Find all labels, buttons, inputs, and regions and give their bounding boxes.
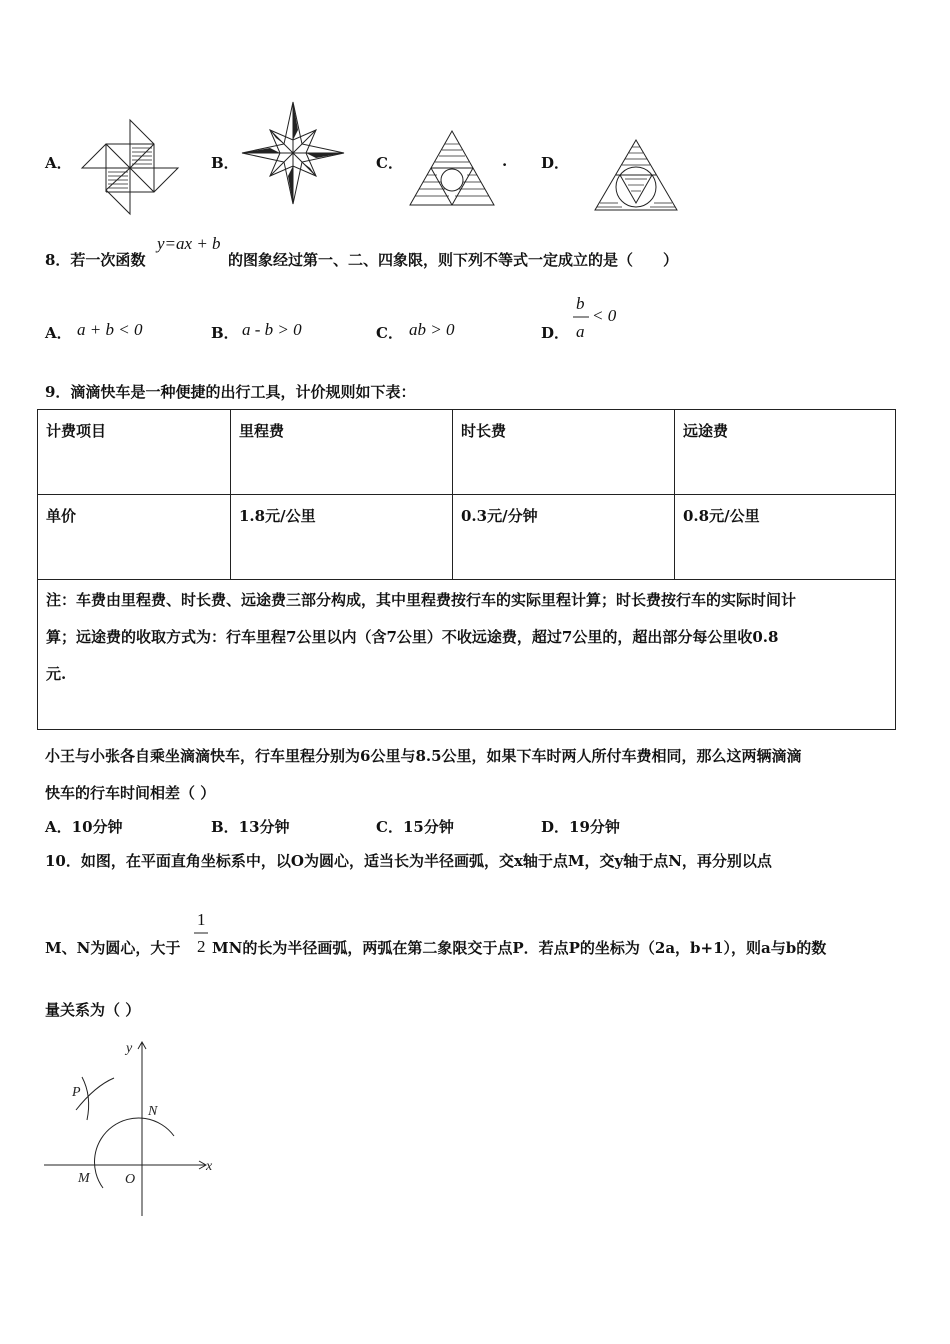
- q8-option-b-letter: B．: [211, 324, 239, 342]
- q10-line-2-suffix: MN的长为半径画弧，两弧在第二象限交于点P．若点P的坐标为（2a，b+1），则a与b的数: [212, 939, 827, 957]
- q8-option-c-math: ab > 0: [409, 320, 455, 339]
- note-line: 算；远途费的收取方式为：行车里程7公里以内（含7公里）不收远途费，超过7公里的，超出部分每公里收0.8: [46, 628, 779, 646]
- x-axis-label: x: [206, 1159, 213, 1174]
- q9-question-line-1: 小王与小张各自乘坐滴滴快车，行车里程分别为6公里与8.5公里，如果下车时两人所付车费相同，那么这两辆滴滴: [45, 747, 802, 765]
- table-cell: 1.8元/公里: [231, 495, 453, 580]
- q8-option-d-rest: < 0: [592, 306, 617, 325]
- q9-stem: 9．滴滴快车是一种便捷的出行工具，计价规则如下表：: [45, 383, 416, 401]
- q8-stem-prefix: 8．若一次函数: [45, 251, 146, 269]
- table-header-cell: 里程费: [231, 410, 453, 495]
- q8-option-c-letter: C．: [376, 324, 403, 342]
- table-header-row: [38, 410, 896, 495]
- q8-option-a-letter: A．: [45, 324, 72, 342]
- q7-figure-c-triangle: [407, 128, 497, 208]
- q8-option-d-numerator: b: [576, 294, 585, 313]
- table-header-cell: 远途费: [675, 410, 896, 495]
- q7-figure-d-triangle-circle: [592, 137, 680, 213]
- table-cell: 单价: [38, 495, 231, 580]
- note-line: 元.: [46, 665, 67, 683]
- q10-fraction-bar: [194, 932, 208, 934]
- q9-question-line-2: 快车的行车时间相差（ ）: [45, 784, 216, 802]
- q10-line-1: 10．如图，在平面直角坐标系中，以O为圆心，适当长为半径画弧，交x轴于点M，交y轴于点N，再分别以点: [45, 852, 772, 870]
- q10-line-2-prefix: M、N为圆心，大于: [45, 939, 181, 957]
- y-axis-label: y: [126, 1041, 133, 1056]
- arc-from-n: [76, 1078, 114, 1110]
- q7-option-c-letter: C．: [376, 154, 403, 172]
- point-m-label: M: [78, 1171, 90, 1186]
- table-cell: 0.8元/公里: [675, 495, 896, 580]
- table-note-row: [38, 580, 896, 730]
- q7-option-b-letter: B．: [211, 154, 239, 172]
- q7-option-d-letter: D．: [541, 154, 570, 172]
- q10-fraction-numerator: 1: [197, 910, 206, 929]
- point-p-label: P: [72, 1085, 81, 1100]
- point-n-label: N: [148, 1104, 158, 1119]
- q8-option-d-fraction-bar: [573, 316, 589, 318]
- q9-option-d: D．19分钟: [541, 818, 620, 836]
- q7-figure-a-pinwheel: [78, 118, 182, 218]
- q7-figure-b-star: [240, 100, 346, 206]
- origin-label: O: [125, 1172, 136, 1187]
- q10-coordinate-figure: [40, 1036, 220, 1221]
- table-note-cell: [38, 580, 896, 730]
- q10-line-3: 量关系为（ ）: [45, 1001, 141, 1019]
- q8-formula: y=ax + b: [157, 234, 221, 253]
- q7-option-a-letter: A．: [45, 154, 72, 172]
- note-line: 注：车费由里程费、时长费、远途费三部分构成，其中里程费按行车的实际里程计算；时长费按行车的实际时间计: [46, 591, 797, 609]
- table-cell: 0.3元/分钟: [453, 495, 675, 580]
- q9-option-a: A．10分钟: [45, 818, 123, 836]
- q7-option-c-trailing-dot: .: [502, 152, 508, 170]
- q9-option-c: C．15分钟: [376, 818, 454, 836]
- q8-stem-suffix: 的图象经过第一、二、四象限，则下列不等式一定成立的是（ ）: [228, 251, 679, 269]
- q9-option-b: B．13分钟: [211, 818, 290, 836]
- table-header-cell: 计费项目: [38, 410, 231, 495]
- q8-option-b-math: a - b > 0: [242, 320, 302, 339]
- q8-option-d-letter: D．: [541, 324, 570, 342]
- q8-option-d-denominator: a: [576, 322, 585, 341]
- table-header-cell: 时长费: [453, 410, 675, 495]
- fee-table: [37, 409, 896, 730]
- q8-option-a-math: a + b < 0: [77, 320, 143, 339]
- q10-fraction-denominator: 2: [197, 937, 206, 956]
- table-row: [38, 495, 896, 580]
